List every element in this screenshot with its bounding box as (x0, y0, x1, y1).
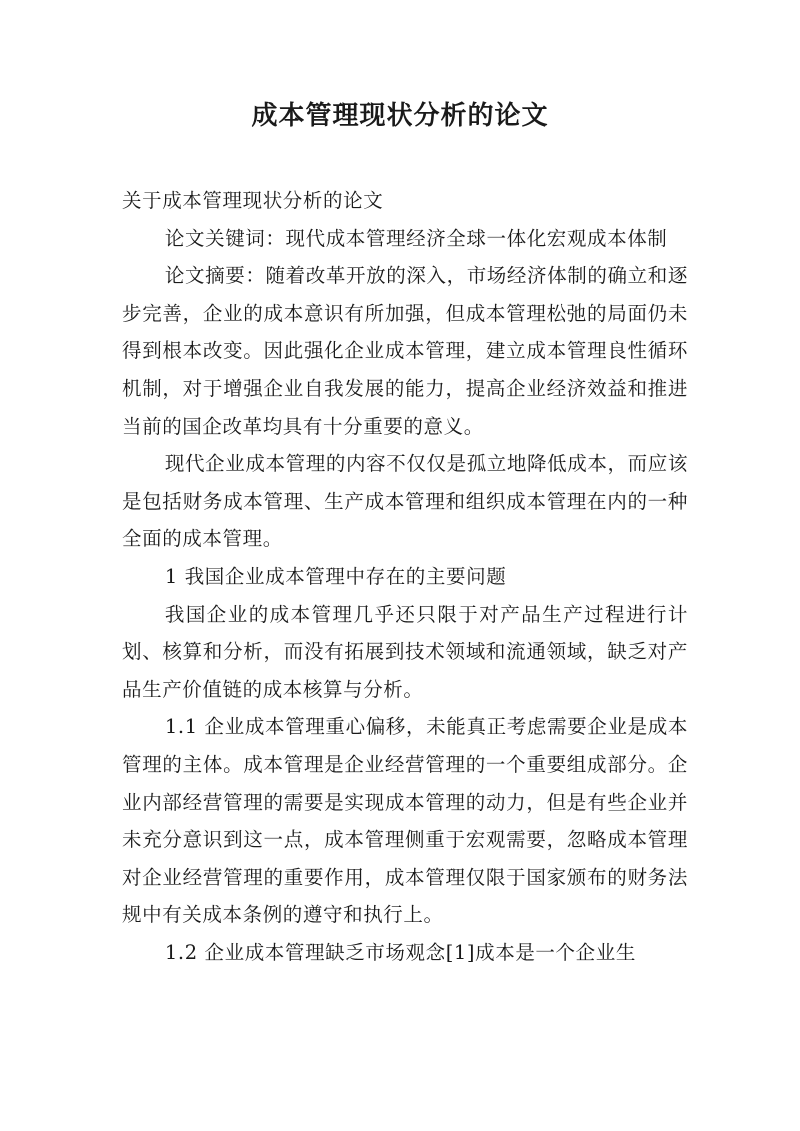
abstract-paragraph: 论文摘要：随着改革开放的深入，市场经济体制的确立和逐步完善，企业的成本意识有所加强，但成本管理松弛的局面仍未得到根本改变。因此强化企业成本管理，建立成本管理良性循环机制，对于增强企业自我发展的能力，提高企业经济效益和推进当前的国企改革均具有十分重要的意义。 (122, 264, 688, 438)
document-title: 成本管理现状分析的论文 (251, 101, 549, 131)
subsection-paragraph: 1.2 企业成本管理缺乏市场观念[1]成本是一个企业生 (164, 940, 636, 964)
subsection-paragraph: 1.1 企业成本管理重心偏移，未能真正考虑需要企业是成本管理的主体。成本管理是企业经营管理的一个重要组成部分。企业内部经营管理的需要是实现成本管理的动力，但是有些企业并未充分意识到这一点，成本管理侧重于宏观需要，忽略成本管理对企业经营管理的重要作用，成本管理仅限于国家颁布的财务法规中有关成本条例的遵守和执行上。 (122, 715, 688, 927)
intro-heading: 关于成本管理现状分析的论文 (122, 189, 384, 212)
section-heading: 1 我国企业成本管理中存在的主要问题 (164, 564, 507, 588)
body-paragraph: 现代企业成本管理的内容不仅仅是孤立地降低成本，而应该是包括财务成本管理、生产成本管理和组织成本管理在内的一种全面的成本管理。 (122, 452, 688, 551)
document-body (122, 182, 688, 971)
body-paragraph: 我国企业的成本管理几乎还只限于对产品生产过程进行计划、核算和分析，而没有拓展到技术领域和流通领域，缺乏对产品生产价值链的成本核算与分析。 (122, 602, 688, 701)
keywords-paragraph: 论文关键词：现代成本管理经济全球一体化宏观成本体制 (164, 226, 668, 250)
